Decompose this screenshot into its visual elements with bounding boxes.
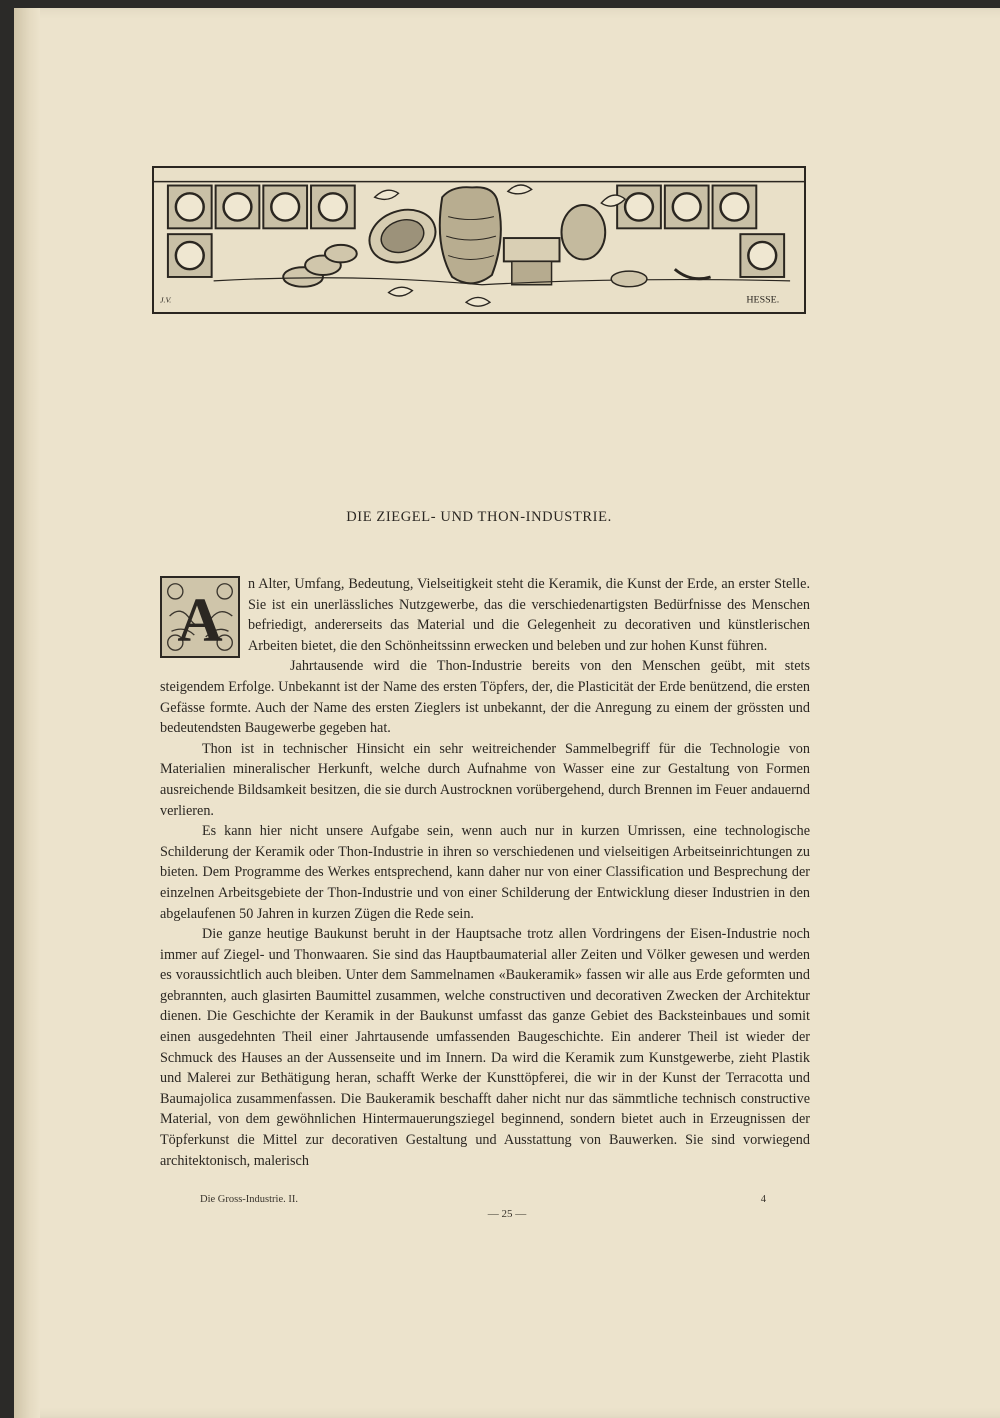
- banner-signature-right: HESSE.: [746, 294, 780, 306]
- paragraph-1-text: n Alter, Umfang, Bedeutung, Vielseitigkeit steht die Keramik, die Kunst der Erde, an erster Stelle. Sie ist ein unerlässliches Nutzgewerbe, das die verschiedenartigsten Bedürfnisse des Menschen befriedigt, andererseits das Material und die Gelegenheit zu decorativen und künstlerischen Arbeiten bietet, die den Schönheitssinn erwecken und beleben und zur hohen Kunst führen.: [248, 576, 810, 654]
- chapter-title: DIE ZIEGEL- UND THON-INDUSTRIE.: [346, 509, 612, 525]
- book-spine-shadow: [14, 8, 40, 1418]
- body-text: [160, 574, 810, 1171]
- paragraph-2: Jahrtausende wird die Thon-Industrie bereits von den Menschen geübt, mit stets steigendem Erfolge. Unbekannt ist der Name des ersten Töpfers, der, die Plasticität der Erde benützend, die ersten Gefässe formte. Auch der Name des ersten Zieglers ist unbekannt, der die Anregung zu einem der grössten und bedeutendsten Baugewerbe gegeben hat.: [160, 658, 810, 737]
- footer-signature-mark: 4: [760, 1194, 766, 1205]
- paragraph-3: Thon ist in technischer Hinsicht ein sehr weitreichender Sammelbegriff für die Technologie von Materialien mineralischer Herkunft, welche durch Aufnahme von Wasser eine zur Gestaltung von Formen ausreichende Bildsamkeit besitzen, die sie durch Austrocknen vorübergehend, durch Brennen im Feuer andauernd verlieren.: [160, 740, 810, 819]
- drop-cap-initial: [160, 576, 240, 658]
- header-ornament-image: [152, 166, 806, 314]
- page-number: — 25 —: [487, 1208, 527, 1220]
- paragraph-4: Es kann hier nicht unsere Aufgabe sein, wenn auch nur in kurzen Umrissen, eine technologische Schilderung der Keramik oder Thon-Industrie in ihren so verschiedenen und vielseitigen Arbeitseinrichtungen zu bieten. Dem Programme des Werkes entsprechend, kann daher nur von einer Classification und Besprechung der einzelnen Arbeitsgebiete der Thon-Industrie und von einer Schilderung der Entwicklung dieser Industrien in den abgelaufenen 50 Jahren in kurzen Zügen die Rede sein.: [160, 823, 810, 922]
- banner-signature-left: J.V.: [159, 295, 172, 305]
- paragraph-5: Die ganze heutige Baukunst beruht in der Hauptsache trotz allen Vordringens der Eisen-Industrie noch immer auf Ziegel- und Thonwaaren. Sie sind das Hauptbaumaterial aller Zeiten und Völker gewesen und werden es voraussichtlich auch bleiben. Unter dem Sammelnamen «Baukeramik» fassen wir alle aus Erde geformten und gebrannten, auch glasirten Baumittel zusammen, welche constructiven und decorativen Zwecken der Architektur dienen. Die Geschichte der Keramik in der Baukunst umfasst das ganze Gebiet des Backsteinbaues und somit einen ausgedehnten Theil einer Jahrtausende umfassenden Baugeschichte. Ein anderer Theil ist wieder der Schmuck des Hauses an der Aussenseite und im Innern. Da wird die Keramik zum Kunstgewerbe, zieht Plastik und Malerei zur Bethätigung heran, schafft Werke der Kunsttöpferei, die wir in der Kunst der Terracotta und Baumajolica zusammenfassen. Die Baukeramik beschafft daher nicht nur das sämmtliche technisch constructive Material, von dem gewöhnlichen Hintermauerungsziegel beginnend, sondern bietet auch in Erzeugnissen der Töpferkunst die Mittel zur decorativen Gestaltung und Ausstattung von Bauwerken. Sie sind vorwiegend architektonisch, malerisch: [160, 926, 810, 1169]
- paragraph-1: [160, 574, 810, 656]
- book-page: [14, 8, 1000, 1418]
- footer-book-title: Die Gross-Industrie. II.: [200, 1194, 298, 1205]
- drop-cap-letter: A: [177, 584, 223, 655]
